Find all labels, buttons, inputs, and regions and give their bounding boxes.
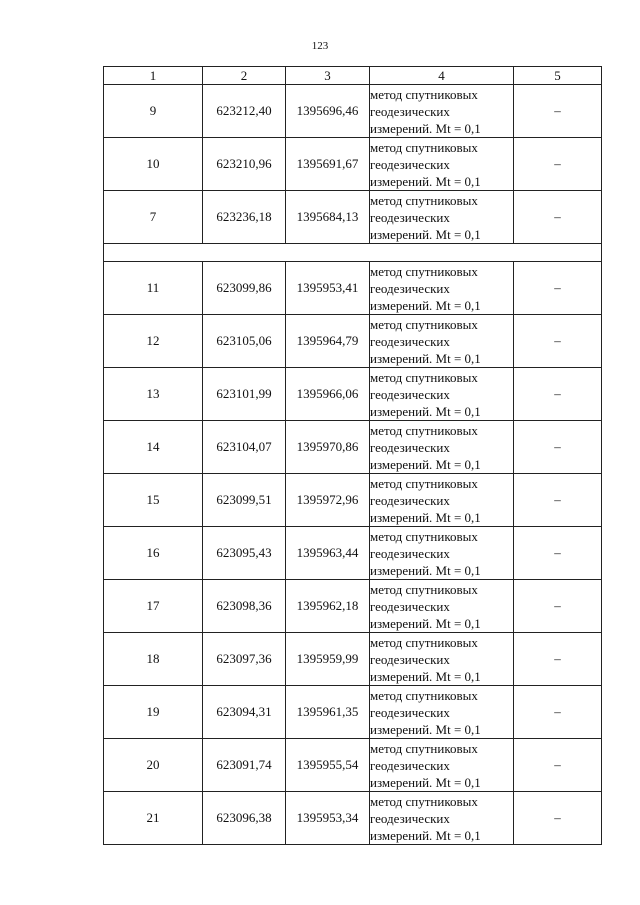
x-coordinate-cell: 623098,36	[203, 580, 286, 633]
table-row	[104, 315, 602, 368]
point-number-cell: 12	[104, 315, 203, 368]
empty-cell	[514, 244, 602, 262]
table-row	[104, 85, 602, 138]
y-coordinate-cell: 1395691,67	[286, 138, 370, 191]
method-cell: метод спутниковых геодезических измерений. Mt = 0,1	[370, 315, 514, 368]
method-cell: метод спутниковых геодезических измерений. Mt = 0,1	[370, 85, 514, 138]
table-row	[104, 191, 602, 244]
point-number-cell: 11	[104, 262, 203, 315]
empty-cell	[286, 244, 370, 262]
accuracy-cell: –	[514, 527, 602, 580]
accuracy-cell: –	[514, 633, 602, 686]
point-number-cell: 21	[104, 792, 203, 845]
y-coordinate-cell: 1395964,79	[286, 315, 370, 368]
accuracy-cell: –	[514, 315, 602, 368]
x-coordinate-cell: 623101,99	[203, 368, 286, 421]
column-header: 1	[104, 67, 203, 85]
table-header-row	[104, 67, 602, 85]
method-cell: метод спутниковых геодезических измерений. Mt = 0,1	[370, 474, 514, 527]
empty-cell	[203, 244, 286, 262]
point-number-cell: 10	[104, 138, 203, 191]
table-row	[104, 421, 602, 474]
point-number-cell: 9	[104, 85, 203, 138]
method-cell: метод спутниковых геодезических измерений. Mt = 0,1	[370, 138, 514, 191]
point-number-cell: 14	[104, 421, 203, 474]
coordinates-table	[103, 66, 602, 845]
y-coordinate-cell: 1395684,13	[286, 191, 370, 244]
x-coordinate-cell: 623095,43	[203, 527, 286, 580]
table-body	[104, 85, 602, 845]
y-coordinate-cell: 1395972,96	[286, 474, 370, 527]
y-coordinate-cell: 1395961,35	[286, 686, 370, 739]
x-coordinate-cell: 623096,38	[203, 792, 286, 845]
accuracy-cell: –	[514, 686, 602, 739]
table-row	[104, 686, 602, 739]
accuracy-cell: –	[514, 421, 602, 474]
accuracy-cell: –	[514, 368, 602, 421]
y-coordinate-cell: 1395963,44	[286, 527, 370, 580]
method-cell: метод спутниковых геодезических измерений. Mt = 0,1	[370, 191, 514, 244]
y-coordinate-cell: 1395955,54	[286, 739, 370, 792]
table-row	[104, 474, 602, 527]
table-row	[104, 739, 602, 792]
table-row	[104, 262, 602, 315]
method-cell: метод спутниковых геодезических измерений. Mt = 0,1	[370, 368, 514, 421]
table-row	[104, 138, 602, 191]
point-number-cell: 17	[104, 580, 203, 633]
x-coordinate-cell: 623105,06	[203, 315, 286, 368]
table-row	[104, 633, 602, 686]
y-coordinate-cell: 1395962,18	[286, 580, 370, 633]
empty-cell	[370, 244, 514, 262]
accuracy-cell: –	[514, 191, 602, 244]
point-number-cell: 16	[104, 527, 203, 580]
point-number-cell: 20	[104, 739, 203, 792]
y-coordinate-cell: 1395966,06	[286, 368, 370, 421]
y-coordinate-cell: 1395970,86	[286, 421, 370, 474]
accuracy-cell: –	[514, 739, 602, 792]
accuracy-cell: –	[514, 792, 602, 845]
x-coordinate-cell: 623091,74	[203, 739, 286, 792]
column-header: 4	[370, 67, 514, 85]
method-cell: метод спутниковых геодезических измерений. Mt = 0,1	[370, 580, 514, 633]
point-number-cell: 7	[104, 191, 203, 244]
x-coordinate-cell: 623236,18	[203, 191, 286, 244]
method-cell: метод спутниковых геодезических измерений. Mt = 0,1	[370, 633, 514, 686]
point-number-cell: 19	[104, 686, 203, 739]
y-coordinate-cell: 1395696,46	[286, 85, 370, 138]
method-cell: метод спутниковых геодезических измерений. Mt = 0,1	[370, 527, 514, 580]
table-row	[104, 527, 602, 580]
x-coordinate-cell: 623099,86	[203, 262, 286, 315]
table-row	[104, 792, 602, 845]
accuracy-cell: –	[514, 85, 602, 138]
method-cell: метод спутниковых геодезических измерений. Mt = 0,1	[370, 262, 514, 315]
column-header: 2	[203, 67, 286, 85]
accuracy-cell: –	[514, 262, 602, 315]
page-number: 123	[311, 40, 329, 52]
point-number-cell: 13	[104, 368, 203, 421]
accuracy-cell: –	[514, 138, 602, 191]
x-coordinate-cell: 623210,96	[203, 138, 286, 191]
point-number-cell: 15	[104, 474, 203, 527]
method-cell: метод спутниковых геодезических измерений. Mt = 0,1	[370, 686, 514, 739]
accuracy-cell: –	[514, 474, 602, 527]
table-row	[104, 580, 602, 633]
accuracy-cell: –	[514, 580, 602, 633]
point-number-cell: 18	[104, 633, 203, 686]
x-coordinate-cell: 623094,31	[203, 686, 286, 739]
column-header: 5	[514, 67, 602, 85]
x-coordinate-cell: 623212,40	[203, 85, 286, 138]
x-coordinate-cell: 623104,07	[203, 421, 286, 474]
y-coordinate-cell: 1395959,99	[286, 633, 370, 686]
column-header: 3	[286, 67, 370, 85]
empty-cell	[104, 244, 203, 262]
method-cell: метод спутниковых геодезических измерений. Mt = 0,1	[370, 739, 514, 792]
x-coordinate-cell: 623097,36	[203, 633, 286, 686]
table-row	[104, 368, 602, 421]
method-cell: метод спутниковых геодезических измерений. Mt = 0,1	[370, 792, 514, 845]
separator-row	[104, 244, 602, 262]
x-coordinate-cell: 623099,51	[203, 474, 286, 527]
y-coordinate-cell: 1395953,41	[286, 262, 370, 315]
y-coordinate-cell: 1395953,34	[286, 792, 370, 845]
method-cell: метод спутниковых геодезических измерений. Mt = 0,1	[370, 421, 514, 474]
